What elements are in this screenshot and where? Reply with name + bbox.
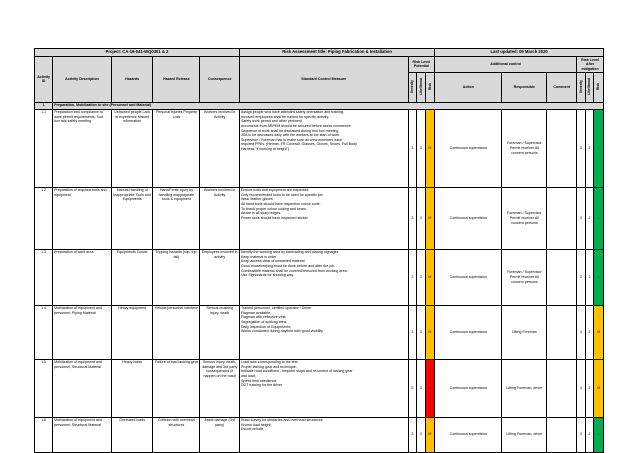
control-measure-line: Speed limit obedience; bbox=[240, 378, 278, 383]
responsible-cell: Foreman / Supervisor Permit receiver All concern persons bbox=[502, 249, 547, 305]
activity-description-cell: Mobilization of equipment and personnel, Structural Material bbox=[53, 417, 112, 452]
control-measure-line: Trained personnel, certified operator / Driver bbox=[240, 306, 312, 311]
control-measure-line: Keep access clear of unwanted material bbox=[240, 259, 305, 264]
control-measure-line: All hand tools should have inspection colour code. bbox=[240, 202, 321, 207]
control-measure-line: Use Signboards for showing way bbox=[240, 273, 294, 278]
control-measure-line: documents from ARPEM should be secured before works commence bbox=[240, 124, 351, 129]
control-measure-line: Daily inspection of Equipments; bbox=[240, 324, 292, 329]
hazard-release-cell: Failure of load lashing gear bbox=[153, 359, 200, 417]
control-measure-line: Works conducted during daytime with good visibility bbox=[240, 329, 323, 334]
comment-cell bbox=[547, 417, 577, 452]
control-measure-line: Safety work permit and other pertinent bbox=[240, 119, 302, 124]
control-measure-line: JSA to be discussed daily with the workers at the start of work bbox=[240, 133, 340, 138]
col-severity: Severity bbox=[408, 72, 417, 102]
risk-assessment-sheet bbox=[34, 48, 604, 453]
control-measure-line: and load; bbox=[240, 374, 256, 379]
table-row bbox=[35, 305, 604, 359]
consequence-cell: Serious crushing injury, death bbox=[200, 305, 240, 359]
col-severity-after: Severity bbox=[577, 72, 586, 102]
activity-id-cell: 1.6 bbox=[35, 417, 53, 452]
control-measures-cell bbox=[239, 249, 408, 305]
severity-cell: 3 bbox=[408, 187, 417, 249]
control-measure-line: Assign people who have attended safety orientation and training. bbox=[240, 110, 345, 115]
control-measures-cell bbox=[239, 109, 408, 187]
severity-after-cell: 3 bbox=[577, 109, 586, 187]
consequence-cell: Serious injury, death, damage and 3rd party consequences (if happen on the road) bbox=[200, 359, 240, 417]
hazard-release-cell: Hand/Fente injury by handling inappropriate tools & equipment bbox=[153, 187, 200, 249]
activity-id-cell: 1.4 bbox=[35, 305, 53, 359]
risk-after-cell: L bbox=[594, 109, 604, 187]
control-measures-cell bbox=[239, 359, 408, 417]
likelihood-after-cell: 2 bbox=[585, 305, 594, 359]
comment-cell bbox=[547, 187, 577, 249]
table-row bbox=[35, 249, 604, 305]
control-measure-line: Segregation of working area; bbox=[240, 320, 287, 325]
control-measure-line: Wear leather gloves bbox=[240, 197, 273, 202]
control-measures-cell bbox=[239, 417, 408, 452]
action-cell: Continuous supervision bbox=[435, 249, 502, 305]
consequence-cell: Workers involved in Activity bbox=[200, 187, 240, 249]
hazards-cell: Oversized loads bbox=[111, 417, 153, 452]
control-measure-line: Sequence of work shall be discussed during tool box meeting bbox=[240, 128, 339, 133]
severity-cell: 3 bbox=[408, 305, 417, 359]
risk-after-cell: M bbox=[594, 359, 604, 417]
likelihood-cell: 3 bbox=[417, 305, 426, 359]
last-updated: Last updated: 09 March 2020 bbox=[435, 49, 604, 57]
table-body bbox=[35, 109, 604, 452]
control-measure-line: Combustible material shall be covered/removed from working area. bbox=[240, 268, 348, 273]
severity-cell: 5 bbox=[408, 359, 417, 417]
col-additional-control: Additional control bbox=[435, 57, 577, 73]
severity-cell: 3 bbox=[408, 109, 417, 187]
consequence-cell: Asset damage (3rd party) bbox=[200, 417, 240, 452]
hazard-release-cell: Personal injuries Property Loss bbox=[153, 109, 200, 187]
severity-cell: 3 bbox=[408, 249, 417, 305]
risk-after-cell: L bbox=[594, 187, 604, 249]
col-likelihood-after: Likelihood bbox=[585, 72, 594, 102]
activity-id-cell: 1.5 bbox=[35, 359, 53, 417]
control-measure-line: DDT training for the driver bbox=[240, 383, 283, 388]
severity-after-cell: 4 bbox=[577, 359, 586, 417]
activity-description-cell: Preparation and compliance to work permit requirements. Tool box talk safety meeting bbox=[53, 109, 112, 187]
hazard-release-cell: Collision with overhead structures bbox=[153, 417, 200, 452]
activity-id-cell: 1.1 bbox=[35, 109, 53, 187]
col-risk-after: Risk bbox=[594, 72, 604, 102]
col-risk: Risk bbox=[425, 72, 435, 102]
col-risk-level-potential: Risk Level Potential bbox=[408, 57, 435, 73]
hazards-cell: Heavy equipment bbox=[111, 305, 153, 359]
activity-description-cell: Preparation of required tools and equipment bbox=[53, 187, 112, 249]
risk-assessment-table bbox=[34, 48, 604, 453]
comment-cell bbox=[547, 305, 577, 359]
activity-description-cell: Preparation of work area bbox=[53, 249, 112, 305]
table-row bbox=[35, 109, 604, 187]
risk-cell: H bbox=[425, 359, 435, 417]
control-measure-line: Known load height; bbox=[240, 422, 272, 427]
likelihood-cell: 3 bbox=[417, 249, 426, 305]
control-measure-line: Proper lashing gear and technique; bbox=[240, 364, 297, 369]
action-cell: Continuous supervision bbox=[435, 417, 502, 452]
section-title: Preparation, Mobilization to site (Personnel and Material) bbox=[53, 102, 604, 109]
likelihood-cell: 3 bbox=[417, 417, 426, 452]
control-measure-line: Aware in all sharp edges. bbox=[240, 211, 282, 216]
control-measure-line: Keep material in order bbox=[240, 254, 277, 259]
risk-after-cell: M bbox=[594, 305, 604, 359]
activity-description-cell: Mobilization of equipment and personnel, Structural Material bbox=[53, 359, 112, 417]
risk-after-cell: L bbox=[594, 417, 604, 452]
hazards-cell: Manual Handling of Inappropriate Tools and Equipments bbox=[111, 187, 153, 249]
col-likelihood: Likelihood bbox=[417, 72, 426, 102]
control-measure-line: Escort vehicle bbox=[240, 427, 264, 432]
hazards-cell: Untrained people Lack of experience Missed information bbox=[111, 109, 153, 187]
likelihood-after-cell: 2 bbox=[585, 249, 594, 305]
control-measure-line: Flagman available; bbox=[240, 310, 272, 315]
control-measure-line: Load tube corresponding to the test; bbox=[240, 360, 299, 365]
consequence-cell: Employees involved in activity bbox=[200, 249, 240, 305]
control-measure-line: required PPEs. (Helmet, FR Coverall, Glasses, Gloves, Shoes, Full Body bbox=[240, 142, 357, 147]
control-measure-line: Indicate road conditions - frequent stops and re-control of lashing gear bbox=[240, 369, 353, 374]
control-measure-line: Power tools should have inspected sticker. bbox=[240, 215, 309, 220]
comment-cell bbox=[547, 249, 577, 305]
control-measure-line: Identify the working area by barricading and placing signages bbox=[240, 250, 339, 255]
likelihood-after-cell: 2 bbox=[585, 187, 594, 249]
responsible-cell: Lifting Foreman, driver bbox=[502, 417, 547, 452]
comment-cell bbox=[547, 109, 577, 187]
control-measure-line: Only recommended tools to be used for specific job. bbox=[240, 192, 324, 197]
risk-cell: M bbox=[425, 417, 435, 452]
col-action: Action bbox=[435, 72, 502, 102]
risk-cell: M bbox=[425, 249, 435, 305]
control-measure-line: Ensure tools and equipment are inspected. bbox=[240, 188, 310, 193]
control-measure-line: Supervisor / Foreman has to make sure all crew members have bbox=[240, 137, 343, 142]
responsible-cell: Lifting Foreman bbox=[502, 305, 547, 359]
control-measure-line: Involved employees shall be trained for specific activity. bbox=[240, 114, 329, 119]
control-measure-line: Good housekeeping must be done before and after the job. bbox=[240, 264, 336, 269]
severity-after-cell: 3 bbox=[577, 417, 586, 452]
action-cell: Continuous supervision bbox=[435, 109, 502, 187]
consequence-cell: Workers involved in Activity bbox=[200, 109, 240, 187]
project-label: Project: CA-16-041-WQ0301 & 2 bbox=[35, 49, 240, 57]
table-row bbox=[35, 417, 604, 452]
risk-cell: M bbox=[425, 305, 435, 359]
activity-id-cell: 1.3 bbox=[35, 249, 53, 305]
responsible-cell: Lifting Foreman, driver bbox=[502, 359, 547, 417]
table-row bbox=[35, 187, 604, 249]
hazards-cell: Equipments Goods bbox=[111, 249, 153, 305]
action-cell: Continuous supervision bbox=[435, 187, 502, 249]
assessment-title: Risk Assessment title: Piping Fabrication & Installation bbox=[239, 49, 434, 57]
col-hazards: Hazards bbox=[111, 57, 153, 103]
responsible-cell: Foreman / Supervisor Permit receiver All concern persons bbox=[502, 187, 547, 249]
hazard-release-cell: Vehicle/personnel interface bbox=[153, 305, 200, 359]
severity-after-cell: 4 bbox=[577, 305, 586, 359]
responsible-cell: Foreman / Supervisor Permit receiver All concern persons bbox=[502, 109, 547, 187]
header-row bbox=[35, 49, 604, 57]
col-consequence: Consequence bbox=[200, 57, 240, 103]
control-measures-cell bbox=[239, 305, 408, 359]
section-id: 1 bbox=[35, 102, 53, 109]
hazards-cell: Heavy loads bbox=[111, 359, 153, 417]
likelihood-after-cell: 2 bbox=[585, 417, 594, 452]
col-activity-description: Activity Description bbox=[53, 57, 112, 103]
column-header-row-1 bbox=[35, 57, 604, 73]
action-cell: Continuous supervision bbox=[435, 359, 502, 417]
section-row bbox=[35, 102, 604, 109]
control-measure-line: Road survey for obstacles and overhead structures; bbox=[240, 418, 324, 423]
activity-id-cell: 1.2 bbox=[35, 187, 53, 249]
activity-description-cell: Mobilization of equipment and personnel, Piping Material bbox=[53, 305, 112, 359]
comment-cell bbox=[547, 359, 577, 417]
likelihood-after-cell: 2 bbox=[585, 359, 594, 417]
likelihood-cell: 3 bbox=[417, 187, 426, 249]
severity-after-cell: 3 bbox=[577, 249, 586, 305]
control-measures-cell bbox=[239, 187, 408, 249]
control-measure-line: Flagman with reflective vest; bbox=[240, 315, 287, 320]
control-measure-line: Harness "if working at height"). bbox=[240, 147, 291, 152]
control-measure-line: To check proper colour coding and bears. bbox=[240, 206, 307, 211]
likelihood-after-cell: 2 bbox=[585, 109, 594, 187]
col-responsible: Responsible bbox=[502, 72, 547, 102]
hazard-release-cell: Tripping hazards (slip, trip, fall) bbox=[153, 249, 200, 305]
col-hazard-release: Hazard Release bbox=[153, 57, 200, 103]
col-comment: Comment bbox=[547, 72, 577, 102]
col-activity-id: Activity ID bbox=[35, 57, 53, 103]
likelihood-cell: 3 bbox=[417, 359, 426, 417]
col-standard-control-measure: Standard Control Measure bbox=[239, 57, 408, 103]
risk-cell: M bbox=[425, 187, 435, 249]
risk-cell: M bbox=[425, 109, 435, 187]
severity-after-cell: 3 bbox=[577, 187, 586, 249]
col-risk-level-after: Risk Level After mitigation bbox=[577, 57, 604, 73]
action-cell: Continuous supervision bbox=[435, 305, 502, 359]
likelihood-cell: 3 bbox=[417, 109, 426, 187]
severity-cell: 3 bbox=[408, 417, 417, 452]
table-row bbox=[35, 359, 604, 417]
risk-after-cell: L bbox=[594, 249, 604, 305]
